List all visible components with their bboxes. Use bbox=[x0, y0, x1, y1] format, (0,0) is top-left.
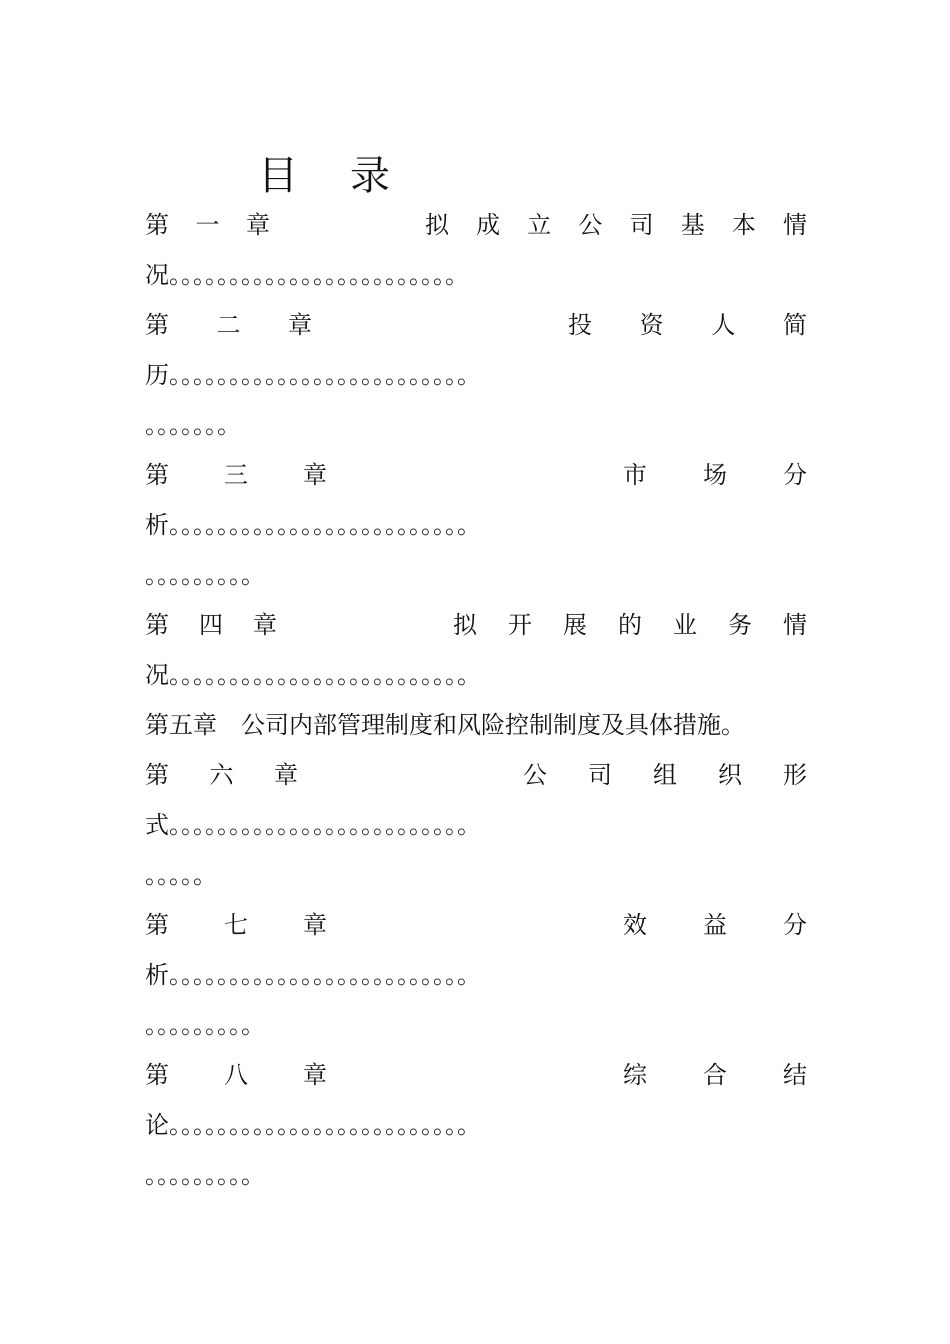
chapter-char: 八 bbox=[224, 1061, 248, 1089]
toc-leader-line: 历。。。。。。。。。。。。。。。。。。。。。。。。。 bbox=[145, 361, 481, 389]
title-char: 情 bbox=[782, 211, 807, 239]
toc-leader-line-2: 。。。。。。。 bbox=[145, 411, 241, 439]
title-char: 资 bbox=[639, 311, 664, 339]
title-char: 组 bbox=[653, 761, 677, 789]
chapter-label bbox=[145, 450, 327, 500]
chapter-char: 六 bbox=[209, 761, 234, 789]
title-char: 本 bbox=[731, 211, 756, 239]
title-char: 合 bbox=[703, 1061, 727, 1089]
chapter-char: 章 bbox=[288, 311, 312, 339]
chapter-char: 第 bbox=[145, 761, 169, 789]
chapter-char: 章 bbox=[274, 761, 298, 789]
title-char: 人 bbox=[711, 311, 736, 339]
toc-leader-line: 况。。。。。。。。。。。。。。。。。。。。。。。。。 bbox=[145, 661, 481, 689]
chapter-char: 章 bbox=[303, 911, 327, 939]
title-char: 立 bbox=[527, 211, 552, 239]
chapter-title bbox=[425, 200, 807, 250]
title-char: 简 bbox=[782, 311, 807, 339]
chapter-label bbox=[145, 200, 270, 250]
title-char: 基 bbox=[680, 211, 705, 239]
title-char: 场 bbox=[703, 461, 727, 489]
chapter-char: 四 bbox=[199, 611, 223, 639]
toc-leader-line: 况。。。。。。。。。。。。。。。。。。。。。。。。 bbox=[145, 261, 469, 289]
toc-leader-line-2: 。。。。。。。。。 bbox=[145, 1011, 265, 1039]
title-char: 结 bbox=[783, 1061, 807, 1089]
chapter-char: 二 bbox=[216, 311, 241, 339]
chapter-char: 第 bbox=[145, 211, 169, 239]
title-char: 务 bbox=[728, 611, 752, 639]
chapter-label bbox=[145, 300, 312, 350]
chapter-char: 章 bbox=[303, 1061, 327, 1089]
chapter-label bbox=[145, 600, 277, 650]
chapter-char: 第 bbox=[145, 311, 169, 339]
title-char: 业 bbox=[673, 611, 697, 639]
chapter-title bbox=[523, 750, 807, 800]
title-char: 分 bbox=[783, 911, 807, 939]
toc-leader-line: 式。。。。。。。。。。。。。。。。。。。。。。。。。 bbox=[145, 811, 481, 839]
toc-leader-line-2: 。。。。。。。。。 bbox=[145, 1161, 265, 1189]
toc-leader-line-2: 。。。。。。。。。 bbox=[145, 561, 265, 589]
title-char: 投 bbox=[568, 311, 592, 339]
chapter-char: 章 bbox=[253, 611, 277, 639]
title-char: 织 bbox=[718, 761, 742, 789]
chapter-title bbox=[568, 300, 807, 350]
chapter-char: 三 bbox=[224, 461, 248, 489]
title-char: 展 bbox=[563, 611, 587, 639]
chapter-char: 一 bbox=[195, 211, 220, 239]
toc-entry-plain: 第五章 公司内部管理制度和风险控制制度及具体措施。 bbox=[145, 711, 745, 739]
chapter-label bbox=[145, 750, 298, 800]
chapter-char: 七 bbox=[224, 911, 248, 939]
toc-title: 目录 bbox=[258, 153, 442, 199]
title-char: 效 bbox=[623, 911, 647, 939]
chapter-char: 第 bbox=[145, 1061, 169, 1089]
title-char: 拟 bbox=[453, 611, 477, 639]
title-char: 形 bbox=[783, 761, 807, 789]
chapter-label bbox=[145, 900, 327, 950]
toc-leader-line: 析。。。。。。。。。。。。。。。。。。。。。。。。。 bbox=[145, 511, 481, 539]
chapter-char: 第 bbox=[145, 911, 169, 939]
chapter-char: 章 bbox=[246, 211, 270, 239]
toc-leader-line-2: 。。。。。 bbox=[145, 861, 217, 889]
title-char: 司 bbox=[629, 211, 654, 239]
chapter-title bbox=[453, 600, 807, 650]
toc-leader-line: 论。。。。。。。。。。。。。。。。。。。。。。。。。 bbox=[145, 1111, 481, 1139]
chapter-char: 章 bbox=[303, 461, 327, 489]
title-char: 司 bbox=[588, 761, 612, 789]
chapter-title bbox=[623, 450, 807, 500]
chapter-char: 第 bbox=[145, 461, 169, 489]
title-char: 成 bbox=[476, 211, 501, 239]
chapter-label bbox=[145, 1050, 327, 1100]
chapter-title bbox=[623, 1050, 807, 1100]
title-char: 开 bbox=[508, 611, 532, 639]
chapter-char: 第 bbox=[145, 611, 169, 639]
title-char: 市 bbox=[623, 461, 647, 489]
title-char: 拟 bbox=[425, 211, 449, 239]
title-char: 公 bbox=[523, 761, 547, 789]
title-char: 分 bbox=[783, 461, 807, 489]
title-char: 综 bbox=[623, 1061, 647, 1089]
title-char: 公 bbox=[578, 211, 603, 239]
title-char: 情 bbox=[783, 611, 807, 639]
title-char: 的 bbox=[618, 611, 642, 639]
toc-leader-line: 析。。。。。。。。。。。。。。。。。。。。。。。。。 bbox=[145, 961, 481, 989]
title-char: 益 bbox=[703, 911, 727, 939]
chapter-title bbox=[623, 900, 807, 950]
